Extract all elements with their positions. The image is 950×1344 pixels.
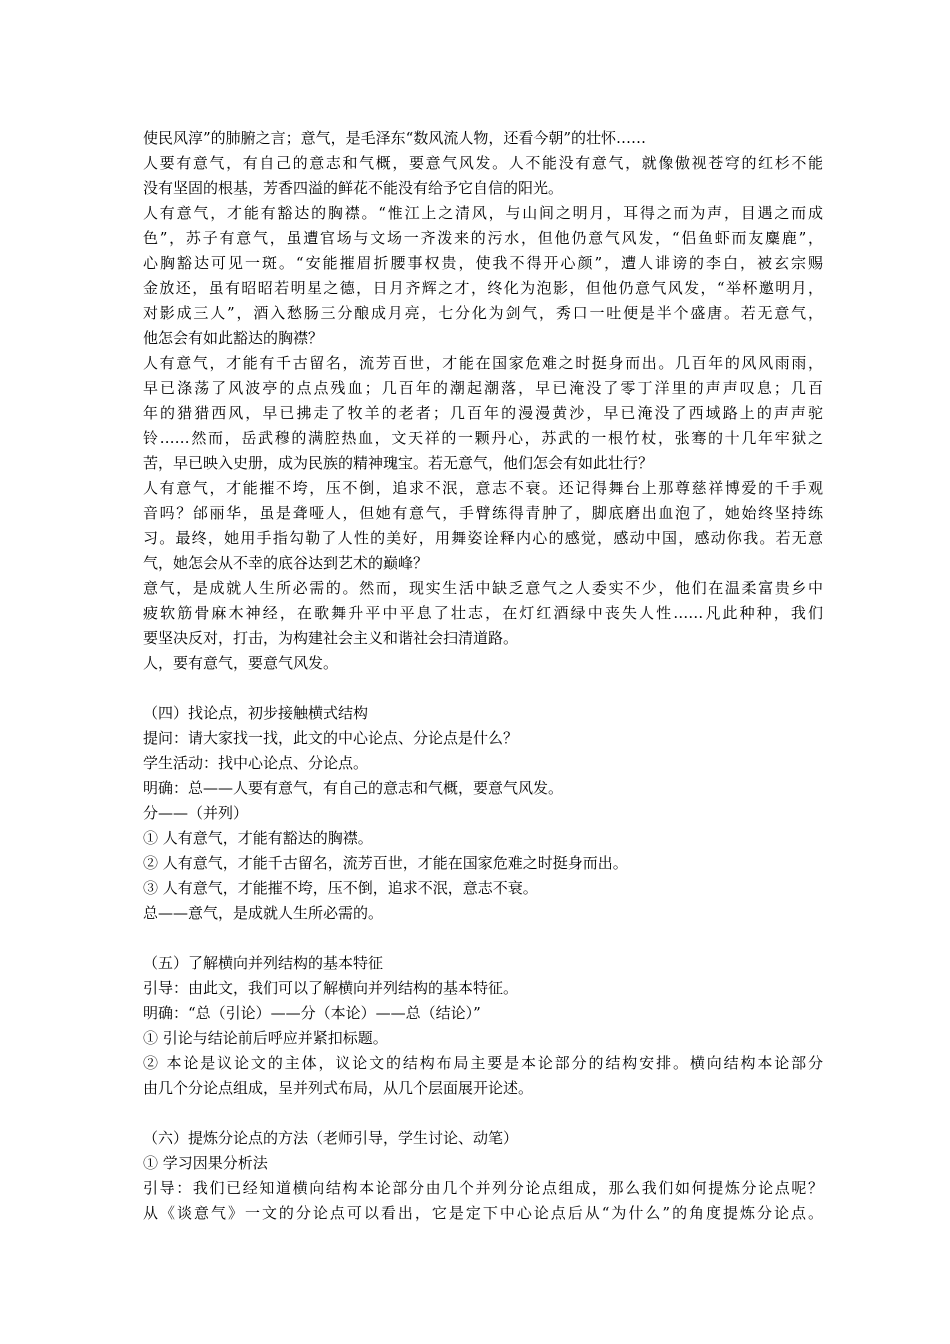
blank-line <box>143 926 823 951</box>
text-line: 习。最终，她用手指勾勒了人性的美好，用舞姿诠释内心的感觉，感动中国，感动你我。若无意 <box>143 529 823 547</box>
text-line: 提问：请大家找一找，此文的中心论点、分论点是什么？ <box>143 729 519 747</box>
text-line: ② 人有意气，才能千古留名，流芳百世，才能在国家危难之时挺身而出。 <box>143 854 628 872</box>
text-line: 他怎会有如此豁达的胸襟？ <box>143 329 324 347</box>
text-line: 人要有意气，有自己的意志和气概，要意气风发。人不能没有意气，就像傲视苍穹的红杉不能 <box>143 154 823 172</box>
text-line: 明确：“总（引论）——分（本论）——总（结论）” <box>143 1004 481 1022</box>
text-line: 明确：总——人要有意气，有自己的意志和气概，要意气风发。 <box>143 779 564 797</box>
text-line: 使民风淳”的肺腑之言；意气，是毛泽东“数风流人物，还看今朝”的壮怀…… <box>143 129 647 147</box>
text-line: 疲软筋骨麻木神经，在歌舞升平中平息了壮志，在灯红酒绿中丧失人性……凡此种种，我们 <box>143 604 823 622</box>
text-line: （四）找论点，初步接触横式结构 <box>143 704 369 722</box>
text-line: ① 学习因果分析法 <box>143 1154 268 1172</box>
text-line: 没有坚固的根基，芳香四溢的鲜花不能没有给予它自信的阳光。 <box>143 179 564 197</box>
text-line: 由几个分论点组成，呈并列式布局，从几个层面展开论述。 <box>143 1079 534 1097</box>
text-line: （五）了解横向并列结构的基本特征 <box>143 954 384 972</box>
text-line: ① 人有意气，才能有豁达的胸襟。 <box>143 829 373 847</box>
text-line: 苦，早已映入史册，成为民族的精神瑰宝。若无意气，他们怎会有如此壮行？ <box>143 454 654 472</box>
text-line: 年的猎猎西风，早已拂走了牧羊的老者；几百年的漫漫黄沙，早已淹没了西域路上的声声驼 <box>143 404 823 422</box>
text-line: ③ 人有意气，才能摧不垮，压不倒，追求不泯，意志不衰。 <box>143 879 538 897</box>
text-line: 人，要有意气，要意气风发。 <box>143 654 339 672</box>
text-line: ② 本论是议论文的主体，议论文的结构布局主要是本论部分的结构安排。横向结构本论部分 <box>143 1054 823 1072</box>
text-line: 心胸豁达可见一斑。“安能摧眉折腰事权贵，使我不得开心颜”，遭人诽谤的李白，被玄宗赐 <box>143 254 823 272</box>
text-line: 分——（并列） <box>143 804 249 822</box>
text-line: 音吗？邰丽华，虽是聋哑人，但她有意气，手臂练得青肿了，脚底磨出血泡了，她始终坚持练 <box>143 504 823 522</box>
text-line: 铃……然而，岳武穆的满腔热血，文天祥的一颗丹心，苏武的一根竹杖，张骞的十几年牢狱之 <box>143 429 823 447</box>
text-line: 要坚决反对，打击，为构建社会主义和谐社会扫清道路。 <box>143 629 519 647</box>
text-line: 意气，是成就人生所必需的。然而，现实生活中缺乏意气之人委实不少，他们在温柔富贵乡中 <box>143 579 823 597</box>
text-line: 引导：由此文，我们可以了解横向并列结构的基本特征。 <box>143 979 519 997</box>
text-line: 气，她怎会从不幸的底谷达到艺术的巅峰？ <box>143 554 429 572</box>
text-line: 人有意气，才能摧不垮，压不倒，追求不泯，意志不衰。还记得舞台上那尊慈祥博爱的千手观 <box>143 479 823 497</box>
text-line: 人有意气，才能有千古留名，流芳百世，才能在国家危难之时挺身而出。几百年的风风雨雨， <box>143 354 823 372</box>
blank-line <box>143 1101 823 1126</box>
text-line: 对影成三人”，酒入愁肠三分酿成月亮，七分化为剑气，秀口一吐便是半个盛唐。若无意气， <box>143 304 823 322</box>
text-line: 人有意气，才能有豁达的胸襟。“惟江上之清风，与山间之明月，耳得之而为声，目遇之而成 <box>143 204 823 222</box>
text-line: 从《谈意气》一文的分论点可以看出，它是定下中心论点后从“为什么”的角度提炼分论点。 <box>143 1204 823 1222</box>
text-line: ① 引论与结论前后呼应并紧扣标题。 <box>143 1029 388 1047</box>
document-page <box>143 126 823 1226</box>
text-line: 色”，苏子有意气，虽遭官场与文场一齐泼来的污水，但他仍意气风发，“侣鱼虾而友麋鹿”， <box>143 229 823 247</box>
text-line: 引导：我们已经知道横向结构本论部分由几个并列分论点组成，那么我们如何提炼分论点呢？ <box>143 1179 823 1197</box>
text-line: （六）提炼分论点的方法（老师引导，学生讨论、动笔） <box>143 1129 519 1147</box>
blank-line <box>143 676 823 701</box>
text-line: 早已涤荡了风波亭的点点残血；几百年的潮起潮落，早已淹没了零丁洋里的声声叹息；几百 <box>143 379 823 397</box>
text-line: 学生活动：找中心论点、分论点。 <box>143 754 369 772</box>
text-line: 总——意气，是成就人生所必需的。 <box>143 904 384 922</box>
text-line: 金放还，虽有昭昭若明星之德，日月齐辉之才，终化为泡影，但他仍意气风发，“举杯邀明月， <box>143 279 823 297</box>
